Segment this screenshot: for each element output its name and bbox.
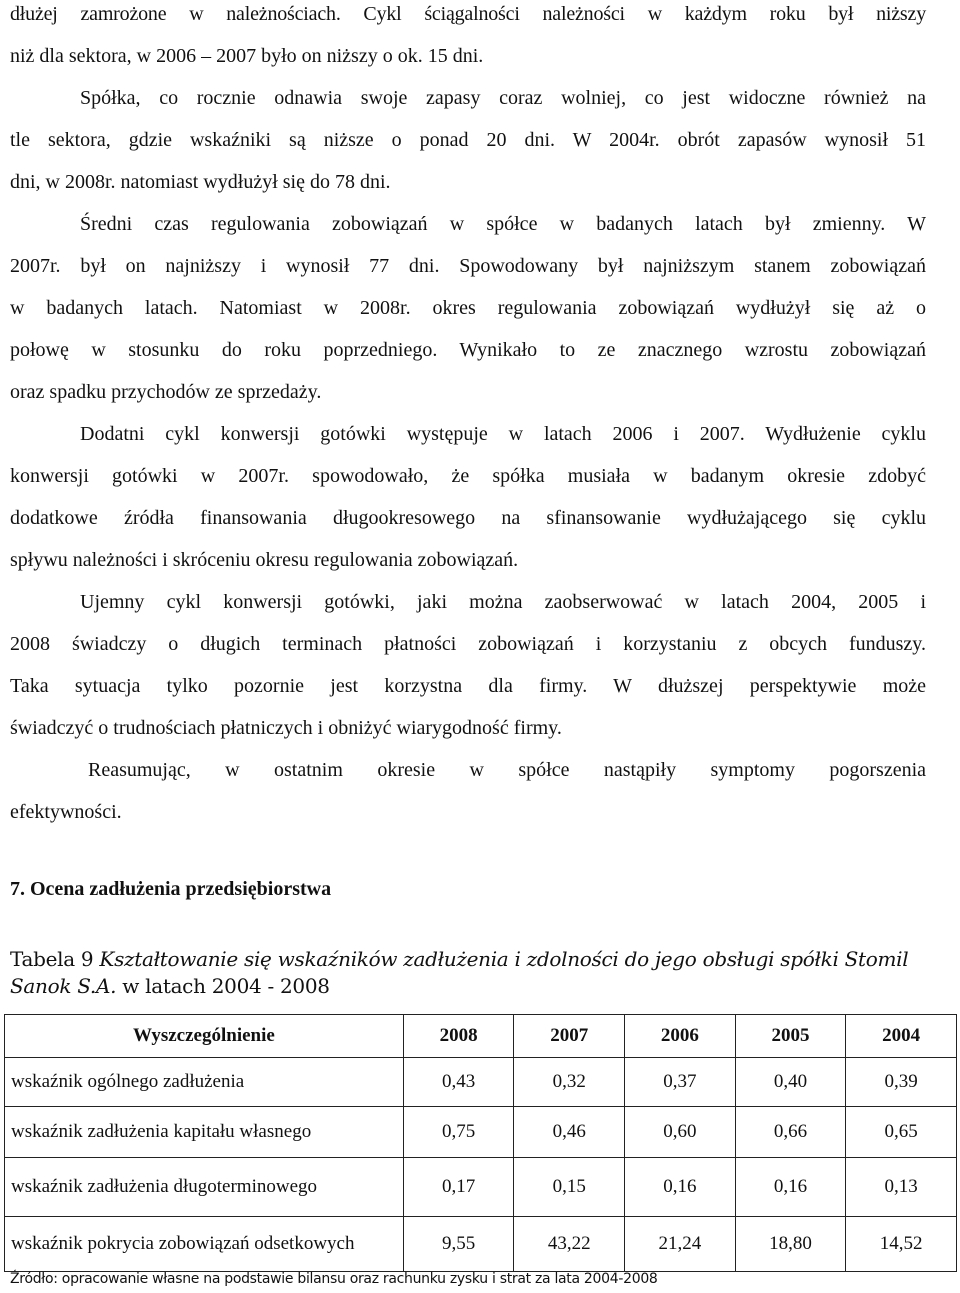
table-cell: 0,13	[846, 1158, 957, 1217]
paragraph-line: dni, w 2008r. natomiast wydłużył się do 78 dni.	[10, 171, 391, 193]
table-header-cell: 2008	[403, 1015, 514, 1058]
table-caption	[10, 946, 908, 972]
table-row	[5, 1158, 957, 1217]
paragraph-line: efektywności.	[10, 801, 122, 823]
table-cell: 0,39	[846, 1058, 957, 1107]
paragraph-line: Średni czas regulowania zobowiązań w spółce w badanych latach był zmienny. W	[80, 213, 926, 235]
paragraph-line: dodatkowe źródła finansowania długookresowego na sfinansowanie wydłużającego się cyklu	[10, 507, 926, 529]
table-header-row	[5, 1015, 957, 1058]
table-cell: 0,37	[625, 1058, 736, 1107]
table-cell: 0,32	[514, 1058, 625, 1107]
paragraph-line: Dodatni cykl konwersji gotówki występuje w latach 2006 i 2007. Wydłużenie cyklu	[80, 423, 926, 445]
table-cell: 14,52	[846, 1217, 957, 1272]
paragraph-line: Spółka, co rocznie odnawia swoje zapasy coraz wolniej, co jest widoczne również na	[80, 87, 926, 109]
table-cell: 21,24	[625, 1217, 736, 1272]
table-header-cell: Wyszczególnienie	[5, 1015, 404, 1058]
table-caption-suffix: w latach 2004 - 2008	[116, 974, 330, 998]
table-caption-line2	[10, 973, 330, 999]
table-cell: 0,60	[625, 1107, 736, 1158]
paragraph-line: 2007r. był on najniższy i wynosił 77 dni. Spowodowany był najniższym stanem zobowiązań	[10, 255, 926, 277]
paragraph-line: w badanych latach. Natomiast w 2008r. okres regulowania zobowiązań wydłużył się aż o	[10, 297, 926, 319]
paragraph-line: konwersji gotówki w 2007r. spowodowało, że spółka musiała w badanym okresie zdobyć	[10, 465, 926, 487]
table-cell: 0,75	[403, 1107, 514, 1158]
table-cell: 0,66	[735, 1107, 846, 1158]
paragraph-line: Reasumując, w ostatnim okresie w spółce nastąpiły symptomy pogorszenia	[88, 759, 926, 781]
table-cell: 0,17	[403, 1158, 514, 1217]
table-row	[5, 1107, 957, 1158]
table-header-cell: 2007	[514, 1015, 625, 1058]
paragraph-line: tle sektora, gdzie wskaźniki są niższe o ponad 20 dni. W 2004r. obrót zapasów wynosił 51	[10, 129, 926, 151]
table-cell: 0,46	[514, 1107, 625, 1158]
table-cell: 0,15	[514, 1158, 625, 1217]
table-caption-prefix: Tabela 9	[10, 947, 100, 971]
table-cell: 0,40	[735, 1058, 846, 1107]
table-cell: 9,55	[403, 1217, 514, 1272]
table-row	[5, 1058, 957, 1107]
table-header-cell: 2004	[846, 1015, 957, 1058]
table-header-cell: 2006	[625, 1015, 736, 1058]
paragraph-line: połowę w stosunku do roku poprzedniego. Wynikało to ze znacznego wzrostu zobowiązań	[10, 339, 926, 361]
table-row	[5, 1217, 957, 1272]
paragraph-line: świadczyć o trudnościach płatniczych i obniżyć wiarygodność firmy.	[10, 717, 562, 739]
table-cell: 0,43	[403, 1058, 514, 1107]
table-cell: 43,22	[514, 1217, 625, 1272]
table-cell: 0,65	[846, 1107, 957, 1158]
table-cell: 18,80	[735, 1217, 846, 1272]
table-caption-company: Sanok S.A.	[10, 974, 117, 998]
table-row-label: wskaźnik pokrycia zobowiązań odsetkowych	[5, 1217, 404, 1272]
table-source-note: Źródło: opracowanie własne na podstawie bilansu oraz rachunku zysku i strat za lata 2004-2008	[10, 1271, 658, 1287]
table-row-label: wskaźnik zadłużenia długoterminowego	[5, 1158, 404, 1217]
table-caption-title: Kształtowanie się wskaźników zadłużenia i zdolności do jego obsługi spółki Stomil	[99, 947, 909, 971]
table-header-cell: 2005	[735, 1015, 846, 1058]
paragraph-line: dłużej zamrożone w należnościach. Cykl ściągalności należności w każdym roku był niższy	[10, 3, 926, 25]
section-heading: 7. Ocena zadłużenia przedsiębiorstwa	[10, 878, 332, 900]
table-cell: 0,16	[735, 1158, 846, 1217]
paragraph-line: 2008 świadczy o długich terminach płatności zobowiązań i korzystaniu z obcych funduszy.	[10, 633, 926, 655]
indicators-table	[4, 1014, 957, 1272]
table-cell: 0,16	[625, 1158, 736, 1217]
table-row-label: wskaźnik ogólnego zadłużenia	[5, 1058, 404, 1107]
paragraph-line: spływu należności i skróceniu okresu regulowania zobowiązań.	[10, 549, 519, 571]
paragraph-line: Taka sytuacja tylko pozornie jest korzystna dla firmy. W dłuższej perspektywie może	[10, 675, 926, 697]
paragraph-line: Ujemny cykl konwersji gotówki, jaki można zaobserwować w latach 2004, 2005 i	[80, 591, 926, 613]
paragraph-line: oraz spadku przychodów ze sprzedaży.	[10, 381, 322, 403]
table-row-label: wskaźnik zadłużenia kapitału własnego	[5, 1107, 404, 1158]
paragraph-line: niż dla sektora, w 2006 – 2007 było on niższy o ok. 15 dni.	[10, 45, 484, 67]
